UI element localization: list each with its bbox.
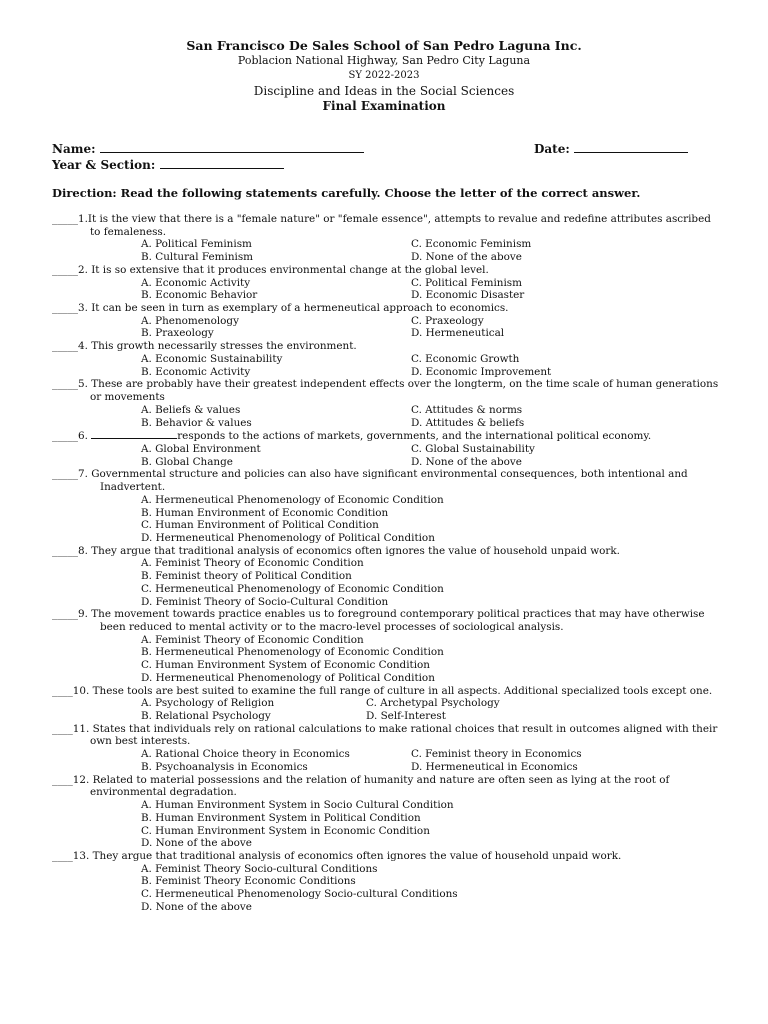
option-row	[52, 583, 722, 596]
option-row	[52, 238, 722, 251]
question-text-continued: environmental degradation.	[90, 786, 237, 799]
question-text: 13. They argue that traditional analysis of economics often ignores the value of household unpaid work.	[72, 849, 622, 862]
answer-option[interactable]: D. Feminist Theory of Socio-Cultural Condition	[141, 595, 389, 608]
option-row	[52, 748, 722, 761]
question-text: 10. These tools are best suited to examine the full range of culture in all aspects. Additional specialized tools except one.	[72, 684, 713, 697]
answer-option[interactable]: D. Hermeneutical	[411, 327, 505, 340]
answer-option[interactable]: B. Human Environment of Economic Condition	[141, 506, 389, 519]
question-text-continued: to femaleness.	[90, 225, 167, 238]
option-row	[52, 888, 722, 901]
answer-option[interactable]: A. Economic Sustainability	[141, 352, 283, 365]
answer-option[interactable]: D. Hermeneutical Phenomenology of Political Condition	[141, 671, 435, 684]
option-row	[52, 494, 722, 507]
answer-option[interactable]: D. Economic Disaster	[411, 289, 525, 302]
answer-blank[interactable]: ____	[52, 773, 73, 786]
answer-option[interactable]: A. Feminist Theory of Economic Condition	[141, 633, 364, 646]
question-text: 9. The movement towards practice enables us to foreground contemporary political practices that may have otherwise	[77, 608, 705, 621]
question-text: 1.It is the view that there is a "female nature" or "female essence", attempts to revalue and redefine attributes ascribed	[77, 213, 711, 225]
question-text: 4. This growth necessarily stresses the environment.	[77, 340, 357, 353]
option-row	[52, 901, 722, 914]
option-row	[52, 353, 722, 366]
question-stem	[52, 213, 722, 226]
answer-option[interactable]: B. Feminist Theory Economic Conditions	[141, 875, 356, 888]
answer-blank[interactable]: _____	[52, 302, 78, 315]
answer-blank[interactable]: ____	[52, 722, 73, 735]
option-row	[52, 443, 722, 456]
answer-option[interactable]: D. None of the above	[411, 455, 522, 468]
option-row	[52, 570, 722, 583]
option-row	[52, 837, 722, 850]
answer-blank[interactable]: _____	[52, 608, 78, 621]
question-item	[52, 545, 722, 609]
answer-option[interactable]: C. Economic Growth	[411, 352, 520, 365]
option-row	[52, 710, 722, 723]
question-text-continued: or movements	[90, 391, 165, 404]
question-item	[52, 378, 722, 429]
question-item	[52, 302, 722, 340]
answer-option[interactable]: A. Global Environment	[141, 442, 261, 455]
question-text: 8. They argue that traditional analysis of economics often ignores the value of household unpaid work.	[77, 544, 620, 557]
question-text: 3. It can be seen in turn as exemplary of a hermeneutical approach to economics.	[77, 302, 509, 315]
question-stem	[52, 468, 722, 481]
question-text: responds to the actions of markets, governments, and the international political economy.	[177, 430, 652, 443]
school-address: Poblacion National Highway, San Pedro City Laguna	[237, 54, 531, 67]
section-blank[interactable]	[160, 157, 284, 169]
answer-option[interactable]: D. Economic Improvement	[411, 365, 552, 378]
answer-option[interactable]: D. None of the above	[141, 837, 252, 850]
option-row	[52, 863, 722, 876]
answer-option[interactable]: A. Feminist Theory Socio-cultural Conditions	[141, 862, 378, 875]
option-row	[52, 596, 722, 609]
question-stem	[52, 429, 722, 443]
date-label: Date:	[534, 142, 570, 156]
option-row	[52, 327, 722, 340]
answer-blank[interactable]: ____	[52, 684, 73, 697]
answer-option[interactable]: C. Global Sustainability	[411, 442, 535, 455]
question-item	[52, 468, 722, 544]
question-stem	[52, 850, 722, 863]
answer-option[interactable]: B. Global Change	[141, 455, 233, 468]
question-text: 7. Governmental structure and policies can also have significant environmental consequences, both intentional and	[77, 468, 688, 481]
option-row	[52, 532, 722, 545]
option-row	[52, 417, 722, 430]
question-stem	[52, 378, 722, 391]
answer-option[interactable]: A. Hermeneutical Phenomenology of Economic Condition	[141, 493, 444, 506]
answer-option[interactable]: B. Praxeology	[141, 327, 214, 340]
question-item	[52, 429, 722, 468]
option-row	[52, 812, 722, 825]
question-text-continued: been reduced to mental activity or to the macro-level processes of sociological analysis.	[100, 621, 564, 633]
question-stem	[52, 302, 722, 315]
option-row	[52, 507, 722, 520]
option-row	[52, 659, 722, 672]
fill-in-blank[interactable]	[91, 429, 177, 439]
answer-option[interactable]: B. Hermeneutical Phenomenology of Economic Condition	[141, 646, 444, 659]
question-item	[52, 850, 722, 914]
answer-option[interactable]: D. Attitudes & beliefs	[411, 416, 525, 429]
answer-option[interactable]: D. None of the above	[141, 900, 252, 913]
question-item	[52, 723, 722, 774]
answer-option[interactable]: D. Self-Interest	[366, 710, 446, 723]
name-blank[interactable]	[100, 141, 364, 153]
answer-option[interactable]: A. Beliefs & values	[141, 403, 241, 416]
question-text-continued: own best interests.	[90, 735, 191, 748]
answer-blank[interactable]: _____	[52, 378, 78, 391]
option-row	[52, 761, 722, 774]
question-stem	[52, 774, 722, 787]
answer-option[interactable]: B. Cultural Feminism	[141, 251, 254, 264]
name-field	[52, 141, 364, 156]
question-item	[52, 685, 722, 723]
answer-option[interactable]: A. Economic Activity	[141, 276, 251, 289]
section-field	[52, 157, 284, 172]
option-row	[52, 672, 722, 685]
answer-option[interactable]: B. Feminist theory of Political Condition	[141, 570, 352, 583]
question-stem	[52, 685, 722, 698]
answer-blank[interactable]: _____	[52, 430, 78, 443]
option-row	[52, 697, 722, 710]
option-row	[52, 251, 722, 264]
option-row	[52, 277, 722, 290]
answer-option[interactable]: A. Psychology of Religion	[141, 697, 275, 710]
answer-option[interactable]: B. Behavior & values	[141, 416, 252, 429]
option-row	[52, 456, 722, 469]
section-label: Year & Section:	[52, 158, 156, 172]
answer-blank[interactable]: _____	[52, 340, 78, 353]
option-row	[52, 366, 722, 379]
answer-option[interactable]: B. Relational Psychology	[141, 710, 271, 723]
question-text: 2. It is so extensive that it produces environmental change at the global level.	[77, 263, 489, 276]
direction-text: Direction: Read the following statements carefully. Choose the letter of the correct answer.	[52, 186, 641, 200]
answer-option[interactable]: B. Psychoanalysis in Economics	[141, 760, 308, 773]
question-number: 6.	[77, 430, 92, 443]
answer-option[interactable]: C. Human Environment System in Economic Condition	[141, 824, 430, 837]
answer-option[interactable]: C. Archetypal Psychology	[366, 697, 500, 710]
answer-option[interactable]: D. Hermeneutical in Economics	[411, 760, 578, 773]
subject-title: Discipline and Ideas in the Social Sciences	[253, 84, 515, 98]
question-item	[52, 213, 722, 264]
answer-blank[interactable]: _____	[52, 213, 78, 225]
school-name: San Francisco De Sales School of San Pedro Laguna Inc.	[186, 38, 582, 53]
option-row	[52, 875, 722, 888]
option-row	[52, 315, 722, 328]
answer-option[interactable]: C. Hermeneutical Phenomenology Socio-cultural Conditions	[141, 888, 458, 901]
answer-blank[interactable]: _____	[52, 544, 78, 557]
question-item	[52, 340, 722, 378]
answer-option[interactable]: D. None of the above	[411, 251, 522, 264]
question-text-continued: Inadvertent.	[100, 481, 166, 494]
exam-header	[0, 38, 768, 114]
answer-option[interactable]: A. Human Environment System in Socio Cultural Condition	[141, 799, 454, 812]
question-list	[52, 213, 722, 914]
answer-option[interactable]: C. Human Environment of Political Condition	[141, 519, 379, 532]
question-text: 12. Related to material possessions and the relation of humanity and nature are often seen as lying at the root of	[72, 773, 670, 786]
question-text: 11. States that individuals rely on rational calculations to make rational choices that result in outcomes aligned with their	[72, 722, 718, 735]
answer-option[interactable]: A. Phenomenology	[141, 314, 239, 327]
answer-option[interactable]: C. Attitudes & norms	[411, 403, 523, 416]
answer-option[interactable]: C. Hermeneutical Phenomenology of Economic Condition	[141, 582, 444, 595]
question-stem	[52, 340, 722, 353]
answer-option[interactable]: A. Political Feminism	[141, 238, 252, 251]
answer-option[interactable]: B. Economic Activity	[141, 365, 251, 378]
answer-blank[interactable]: ____	[52, 849, 73, 862]
answer-option[interactable]: A. Rational Choice theory in Economics	[141, 748, 350, 761]
option-row	[52, 289, 722, 302]
school-year: SY 2022-2023	[348, 70, 420, 81]
date-blank[interactable]	[574, 141, 688, 153]
question-stem	[52, 264, 722, 277]
answer-option[interactable]: C. Political Feminism	[411, 276, 522, 289]
date-field	[534, 141, 688, 156]
answer-option[interactable]: A. Feminist Theory of Economic Condition	[141, 557, 364, 570]
option-row	[52, 519, 722, 532]
answer-blank[interactable]: _____	[52, 263, 78, 276]
option-row	[52, 404, 722, 417]
option-row	[52, 825, 722, 838]
question-stem	[52, 545, 722, 558]
option-row	[52, 557, 722, 570]
question-text: 5. These are probably have their greatest independent effects over the longterm, on the time scale of human generations	[77, 378, 719, 391]
answer-option[interactable]: B. Human Environment System in Political Condition	[141, 811, 421, 824]
answer-option[interactable]: C. Feminist theory in Economics	[411, 748, 582, 761]
answer-blank[interactable]: _____	[52, 468, 78, 481]
answer-option[interactable]: D. Hermeneutical Phenomenology of Political Condition	[141, 531, 435, 544]
answer-option[interactable]: C. Human Environment System of Economic Condition	[141, 659, 430, 672]
answer-option[interactable]: C. Praxeology	[411, 314, 484, 327]
answer-option[interactable]: C. Economic Feminism	[411, 238, 532, 251]
question-item	[52, 608, 722, 684]
exam-title: Final Examination	[322, 99, 446, 113]
option-row	[52, 646, 722, 659]
question-stem	[52, 723, 722, 736]
option-row	[52, 799, 722, 812]
name-label: Name:	[52, 142, 96, 156]
answer-option[interactable]: B. Economic Behavior	[141, 289, 258, 302]
question-stem	[52, 608, 722, 621]
option-row	[52, 634, 722, 647]
question-item	[52, 264, 722, 302]
question-item	[52, 774, 722, 850]
